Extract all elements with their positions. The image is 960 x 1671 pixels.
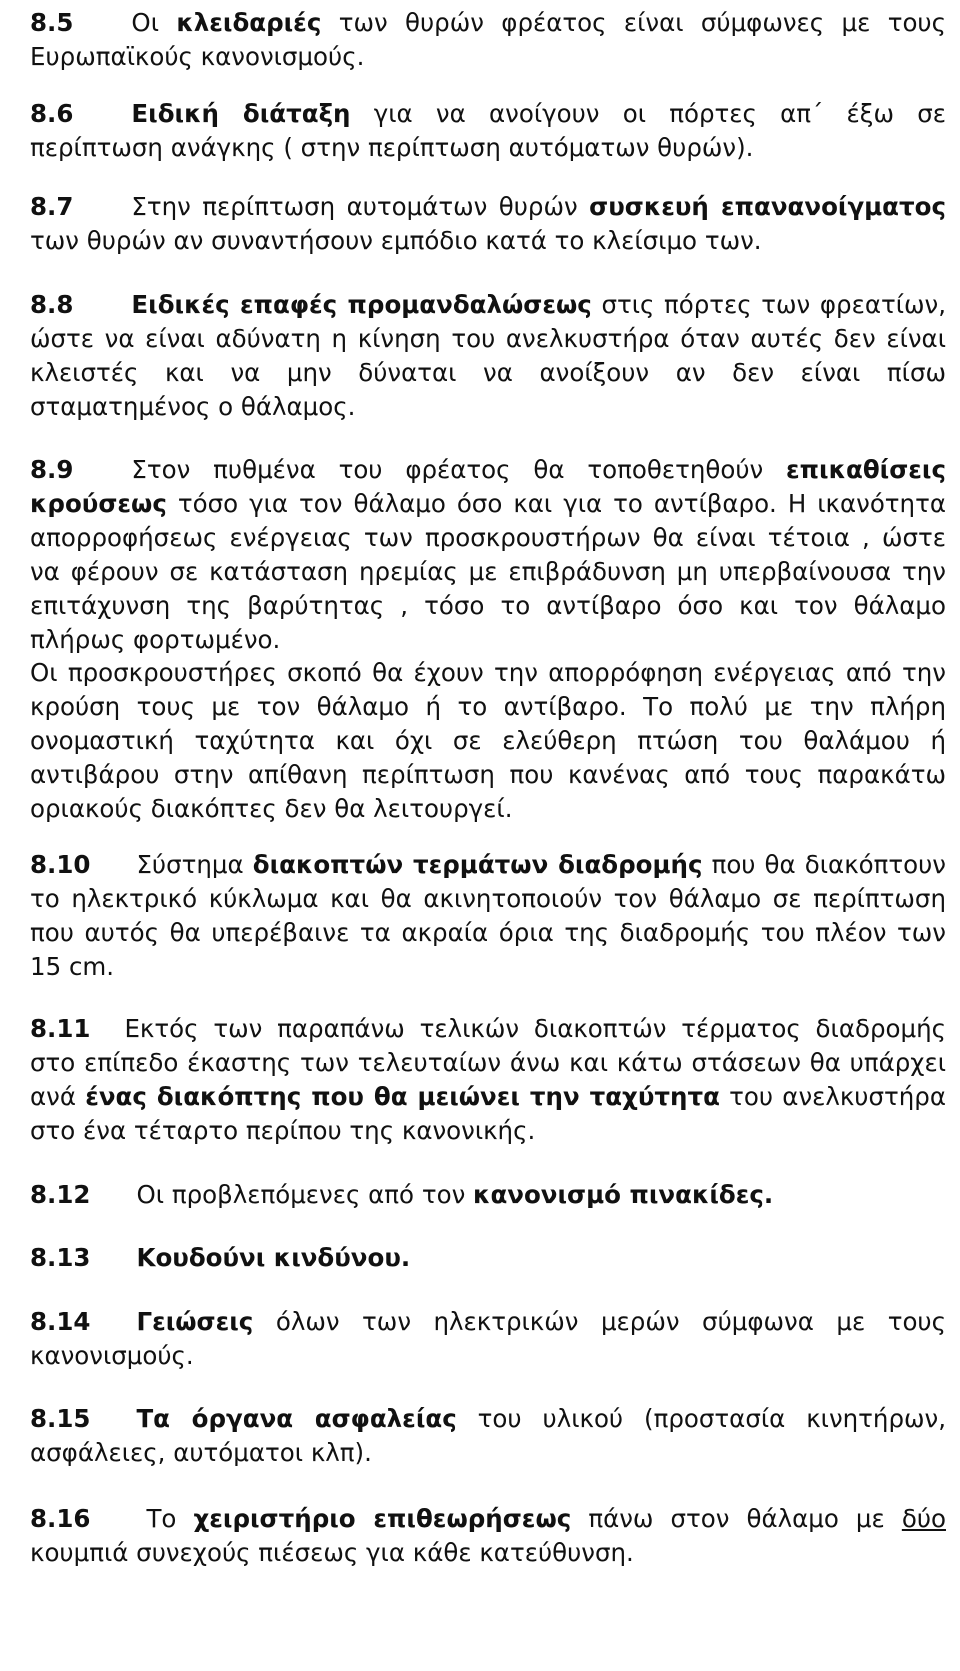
section-highlight: κλειδαριές bbox=[176, 8, 322, 37]
section-highlight: κανονισμό πινακίδες. bbox=[473, 1180, 774, 1209]
section-number: 8.16 bbox=[30, 1504, 91, 1533]
section-highlight: Ειδικές επαφές προμανδαλώσεως bbox=[131, 290, 592, 319]
section-highlight: Κουδούνι κινδύνου. bbox=[136, 1243, 411, 1272]
section-number: 8.10 bbox=[30, 850, 91, 879]
section-8-5 bbox=[30, 6, 946, 74]
section-8-15 bbox=[30, 1402, 946, 1470]
section-number: 8.5 bbox=[30, 8, 74, 37]
section-number: 8.15 bbox=[30, 1404, 91, 1433]
section-8-8 bbox=[30, 288, 946, 424]
section-highlight: Ειδική διάταξη bbox=[131, 99, 351, 128]
section-text: όλων των ηλεκτρικών μερών σύμφωνα με τους κανονισμούς. bbox=[30, 1307, 946, 1370]
section-number: 8.8 bbox=[30, 290, 74, 319]
section-8-12 bbox=[30, 1178, 946, 1212]
section-number: 8.9 bbox=[30, 455, 74, 484]
section-8-11 bbox=[30, 1012, 946, 1148]
section-number: 8.11 bbox=[30, 1014, 91, 1043]
section-text: στις πόρτες των φρεατίων, ώστε να είναι αδύνατη η κίνηση του ανελκυστήρα όταν αυτές δεν είναι κλειστές και να μην δύναται να ανοίξουν αν δεν είναι πίσω σταματημένος ο θάλαμος. bbox=[30, 290, 946, 421]
section-number: 8.13 bbox=[30, 1243, 91, 1272]
section-text: Στην περίπτωση αυτομάτων θυρών bbox=[131, 192, 590, 221]
section-text: για να ανοίγουν οι πόρτες απ΄ έξω σε περίπτωση ανάγκης ( στην περίπτωση αυτόματων θυρών). bbox=[30, 99, 946, 162]
section-8-13 bbox=[30, 1241, 946, 1275]
section-8-10 bbox=[30, 848, 946, 984]
section-text: των θυρών φρέατος είναι σύμφωνες με τους Ευρωπαϊκούς κανονισμούς. bbox=[30, 8, 946, 71]
section-highlight: Τα όργανα ασφαλείας bbox=[136, 1404, 457, 1433]
section-8-16 bbox=[30, 1502, 946, 1570]
section-highlight: ένας διακόπτης που θα μειώνει την ταχύτητα bbox=[85, 1082, 720, 1111]
section-text: κουμπιά συνεχούς πιέσεως για κάθε κατεύθυνση. bbox=[30, 1538, 634, 1567]
section-highlight: Γειώσεις bbox=[136, 1307, 254, 1336]
section-number: 8.12 bbox=[30, 1180, 91, 1209]
section-number: 8.14 bbox=[30, 1307, 91, 1336]
section-number: 8.7 bbox=[30, 192, 74, 221]
section-8-9 bbox=[30, 453, 946, 657]
section-8-6 bbox=[30, 97, 946, 165]
section-text: του υλικού (προστασία κινητήρων, ασφάλειες, αυτόματοι κλπ). bbox=[30, 1404, 946, 1467]
section-text: των θυρών αν συναντήσουν εμπόδιο κατά το κλείσιμο των. bbox=[30, 226, 762, 255]
section-text: Το bbox=[146, 1504, 194, 1533]
section-text: του ανελκυστήρα στο ένα τέταρτο περίπου της κανονικής. bbox=[30, 1082, 946, 1145]
section-text: Οι προβλεπόμενες από τον bbox=[136, 1180, 474, 1209]
section-text: Οι bbox=[131, 8, 177, 37]
section-number: 8.6 bbox=[30, 99, 74, 128]
section-text: Σύστημα bbox=[136, 850, 253, 879]
section-highlight: διακοπτών τερμάτων διαδρομής bbox=[252, 850, 703, 879]
section-8-14 bbox=[30, 1305, 946, 1373]
section-highlight: χειριστήριο επιθεωρήσεως bbox=[193, 1504, 572, 1533]
section-text: Οι προσκρουστήρες σκοπό θα έχουν την απορρόφηση ενέργειας από την κρούση τους με τον θάλαμο ή το αντίβαρο. Το πολύ με την πλήρη ονομαστική ταχύτητα και όχι σε ελεύθερη πτώση του θαλάμου ή αντιβάρου στην απίθανη περίπτωση που κανένας από τους παρακάτω οριακούς διακόπτες δεν θα λειτουργεί. bbox=[30, 658, 946, 823]
section-highlight: συσκευή επανανοίγματος bbox=[589, 192, 946, 221]
section-highlight: επικαθίσεις κρούσεως bbox=[30, 455, 946, 518]
section-text: Εκτός των παραπάνω τελικών διακοπτών τέρματος διαδρομής στο επίπεδο έκαστης των τελευταίων άνω και κάτω στάσεων θα υπάρχει ανά bbox=[30, 1014, 946, 1111]
section-text: που θα διακόπτουν το ηλεκτρικό κύκλωμα και θα ακινητοποιούν τον θάλαμο σε περίπτωση που αυτός θα υπερέβαινε τα ακραία όρια της διαδρομής του πλέον των 15 cm. bbox=[30, 850, 946, 981]
section-text: πάνω στον θάλαμο με bbox=[571, 1504, 902, 1533]
section-8-7 bbox=[30, 190, 946, 258]
section-text: τόσο για τον θάλαμο όσο και για το αντίβαρο. Η ικανότητα απορροφήσεως ενέργειας των προσκρουστήρων θα είναι τέτοια , ώστε να φέρουν σε κατάσταση ηρεμίας με επιβράδυνση μη υπερβαίνουσα την επιτάχυνση της βαρύτητας , τόσο το αντίβαρο όσο και τον θάλαμο πλήρως φορτωμένο. bbox=[30, 489, 946, 654]
section-8-9-paragraph-2 bbox=[30, 656, 946, 826]
section-text: Στον πυθμένα του φρέατος θα τοποθετηθούν bbox=[131, 455, 787, 484]
underlined-word: δύο bbox=[901, 1504, 946, 1533]
